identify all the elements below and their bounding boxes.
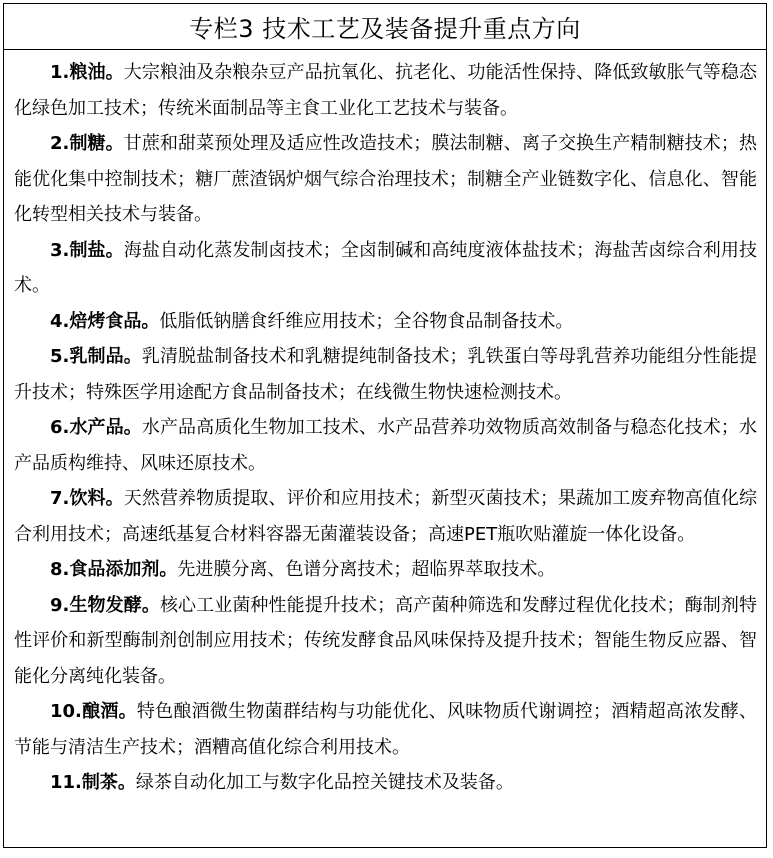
item-heading: 1.粮油。	[50, 62, 124, 83]
item-heading: 2.制糖。	[50, 133, 124, 154]
item-bakery	[14, 304, 757, 340]
item-heading: 3.制盐。	[50, 239, 124, 261]
item-text: 大宗粮油及杂粮杂豆产品抗氧化、抗老化、功能活性保持、降低致敏胀气等稳态化绿色加工技术；传统米面制品等主食工业化工艺技术与装备。	[14, 62, 757, 119]
item-dairy	[14, 339, 757, 410]
item-heading: 10.酿酒。	[50, 701, 137, 722]
item-tea	[14, 765, 757, 801]
item-text: 水产品高质化生物加工技术、水产品营养功效物质高效制备与稳态化技术；水产品质构维持、风味还原技术。	[14, 417, 757, 474]
item-text: 乳清脱盐制备技术和乳糖提纯制备技术；乳铁蛋白等母乳营养功能组分性能提升技术；特殊医学用途配方食品制备技术；在线微生物快速检测技术。	[14, 346, 757, 403]
item-beverage	[14, 481, 757, 552]
item-aquatic	[14, 410, 757, 481]
item-text: 先进膜分离、色谱分离技术；超临界萃取技术。	[177, 559, 556, 580]
item-text: 绿茶自动化加工与数字化品控关键技术及装备。	[135, 772, 514, 793]
item-additives	[14, 552, 757, 588]
item-text: 特色酿酒微生物菌群结构与功能优化、风味物质代谢调控；酒精超高浓发酵、节能与清洁生产技术；酒糟高值化综合利用技术。	[14, 701, 757, 758]
item-text: 甘蔗和甜菜预处理及适应性改造技术；膜法制糖、离子交换生产精制糖技术；热能优化集中控制技术；糖厂蔗渣锅炉烟气综合治理技术；制糖全产业链数字化、信息化、智能化转型相关技术与装备。	[14, 133, 757, 225]
item-heading: 4.焙烤食品。	[50, 310, 160, 332]
item-sugar	[14, 126, 757, 233]
column-body	[4, 50, 766, 801]
item-text: 核心工业菌种性能提升技术；高产菌种筛选和发酵过程优化技术；酶制剂特性评价和新型酶制剂创制应用技术；传统发酵食品风味保持及提升技术；智能生物反应器、智能化分离纯化装备。	[14, 594, 757, 687]
item-text: 低脂低钠膳食纤维应用技术；全谷物食品制备技术。	[159, 310, 574, 332]
item-heading: 5.乳制品。	[50, 346, 142, 367]
item-heading: 6.水产品。	[50, 417, 142, 438]
item-heading: 8.食品添加剂。	[50, 559, 178, 580]
column-title: 专栏3 技术工艺及装备提升重点方向	[4, 4, 766, 50]
item-heading: 9.生物发酵。	[50, 594, 160, 616]
item-heading: 7.饮料。	[50, 488, 124, 509]
item-heading: 11.制茶。	[50, 772, 136, 793]
item-brewing	[14, 694, 757, 765]
item-grain-oil	[14, 55, 757, 126]
item-fermentation	[14, 588, 757, 695]
item-text: 天然营养物质提取、评价和应用技术；新型灭菌技术；果蔬加工废弃物高值化综合利用技术；高速纸基复合材料容器无菌灌装设备；高速PET瓶吹贴灌旋一体化设备。	[14, 488, 757, 545]
column-box	[3, 3, 767, 848]
item-salt	[14, 233, 757, 304]
item-text: 海盐自动化蒸发制卤技术；全卤制碱和高纯度液体盐技术；海盐苦卤综合利用技术。	[14, 239, 757, 296]
